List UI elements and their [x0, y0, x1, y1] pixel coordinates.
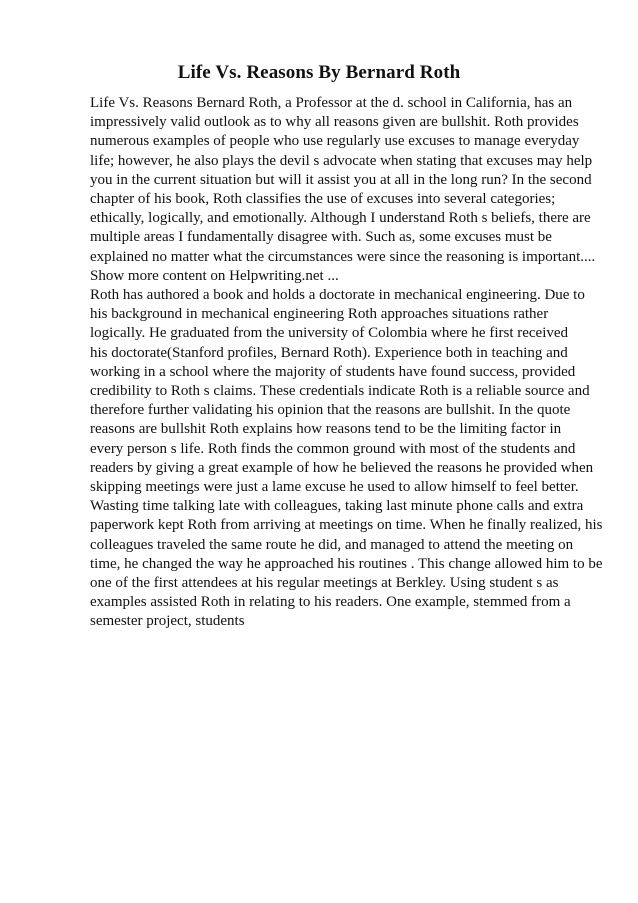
body-line: colleagues traveled the same route he did, and managed to attend the meeting on: [90, 536, 574, 553]
body-line: Life Vs. Reasons Bernard Roth, a Professor at the d. school in California, has an: [90, 95, 573, 111]
body-line: multiple areas I fundamentally disagree with. Such as, some excuses must be: [90, 229, 552, 246]
show-more-link[interactable]: Show more content on Helpwriting.net ...: [90, 267, 339, 284]
body-line: impressively valid outlook as to why all reasons given are bullshit. Roth provides: [90, 114, 579, 131]
body-line: chapter of his book, Roth classifies the use of excuses into several categories;: [90, 191, 556, 208]
body-line: ethically, logically, and emotionally. Although I understand Roth s beliefs, there are: [90, 210, 591, 227]
body-line: life; however, he also plays the devil s advocate when stating that excuses may help: [90, 152, 593, 169]
body-line: readers by giving a great example of how he believed the reasons he provided when: [90, 459, 594, 476]
body-line: semester project, students: [90, 613, 245, 630]
body-line: logically. He graduated from the university of Colombia where he first received: [90, 325, 569, 342]
body-line: paperwork kept Roth from arriving at meetings on time. When he finally realized, his: [90, 517, 603, 534]
document-title: Life Vs. Reasons By Bernard Roth: [177, 62, 461, 83]
body-line: examples assisted Roth in relating to his readers. One example, stemmed from a: [90, 594, 571, 611]
body-line: one of the first attendees at his regular meetings at Berkley. Using student s as: [90, 575, 559, 592]
body-line: working in a school where the majority of students have found success, provided: [90, 363, 576, 380]
body-line: explained no matter what the circumstances were since the reasoning is important....: [90, 248, 596, 265]
document-body: [90, 94, 603, 632]
body-line: his background in mechanical engineering Roth approaches situations rather: [90, 306, 549, 323]
body-line: Roth has authored a book and holds a doctorate in mechanical engineering. Due to: [90, 287, 585, 304]
body-line: numerous examples of people who use regularly use excuses to manage everyday: [90, 133, 580, 150]
body-line: Wasting time talking late with colleagues, taking last minute phone calls and extra: [90, 498, 584, 515]
body-line: credibility to Roth s claims. These credentials indicate Roth is a reliable source and: [90, 383, 590, 400]
body-line: skipping meetings were just a lame excuse he used to allow himself to feel better.: [90, 479, 579, 496]
body-line: every person s life. Roth finds the common ground with most of the students and: [90, 440, 576, 457]
body-line: you in the current situation but will it assist you at all in the long run? In the second: [90, 171, 592, 188]
body-line: therefore further validating his opinion that the reasons are bullshit. In the quote: [90, 402, 571, 419]
body-line: his doctorate(Stanford profiles, Bernard Roth). Experience both in teaching and: [90, 344, 568, 361]
body-line: time, he changed the way he approached his routines . This change allowed him to be: [90, 555, 603, 572]
body-line: reasons are bullshit Roth explains how reasons tend to be the limiting factor in: [90, 421, 562, 438]
